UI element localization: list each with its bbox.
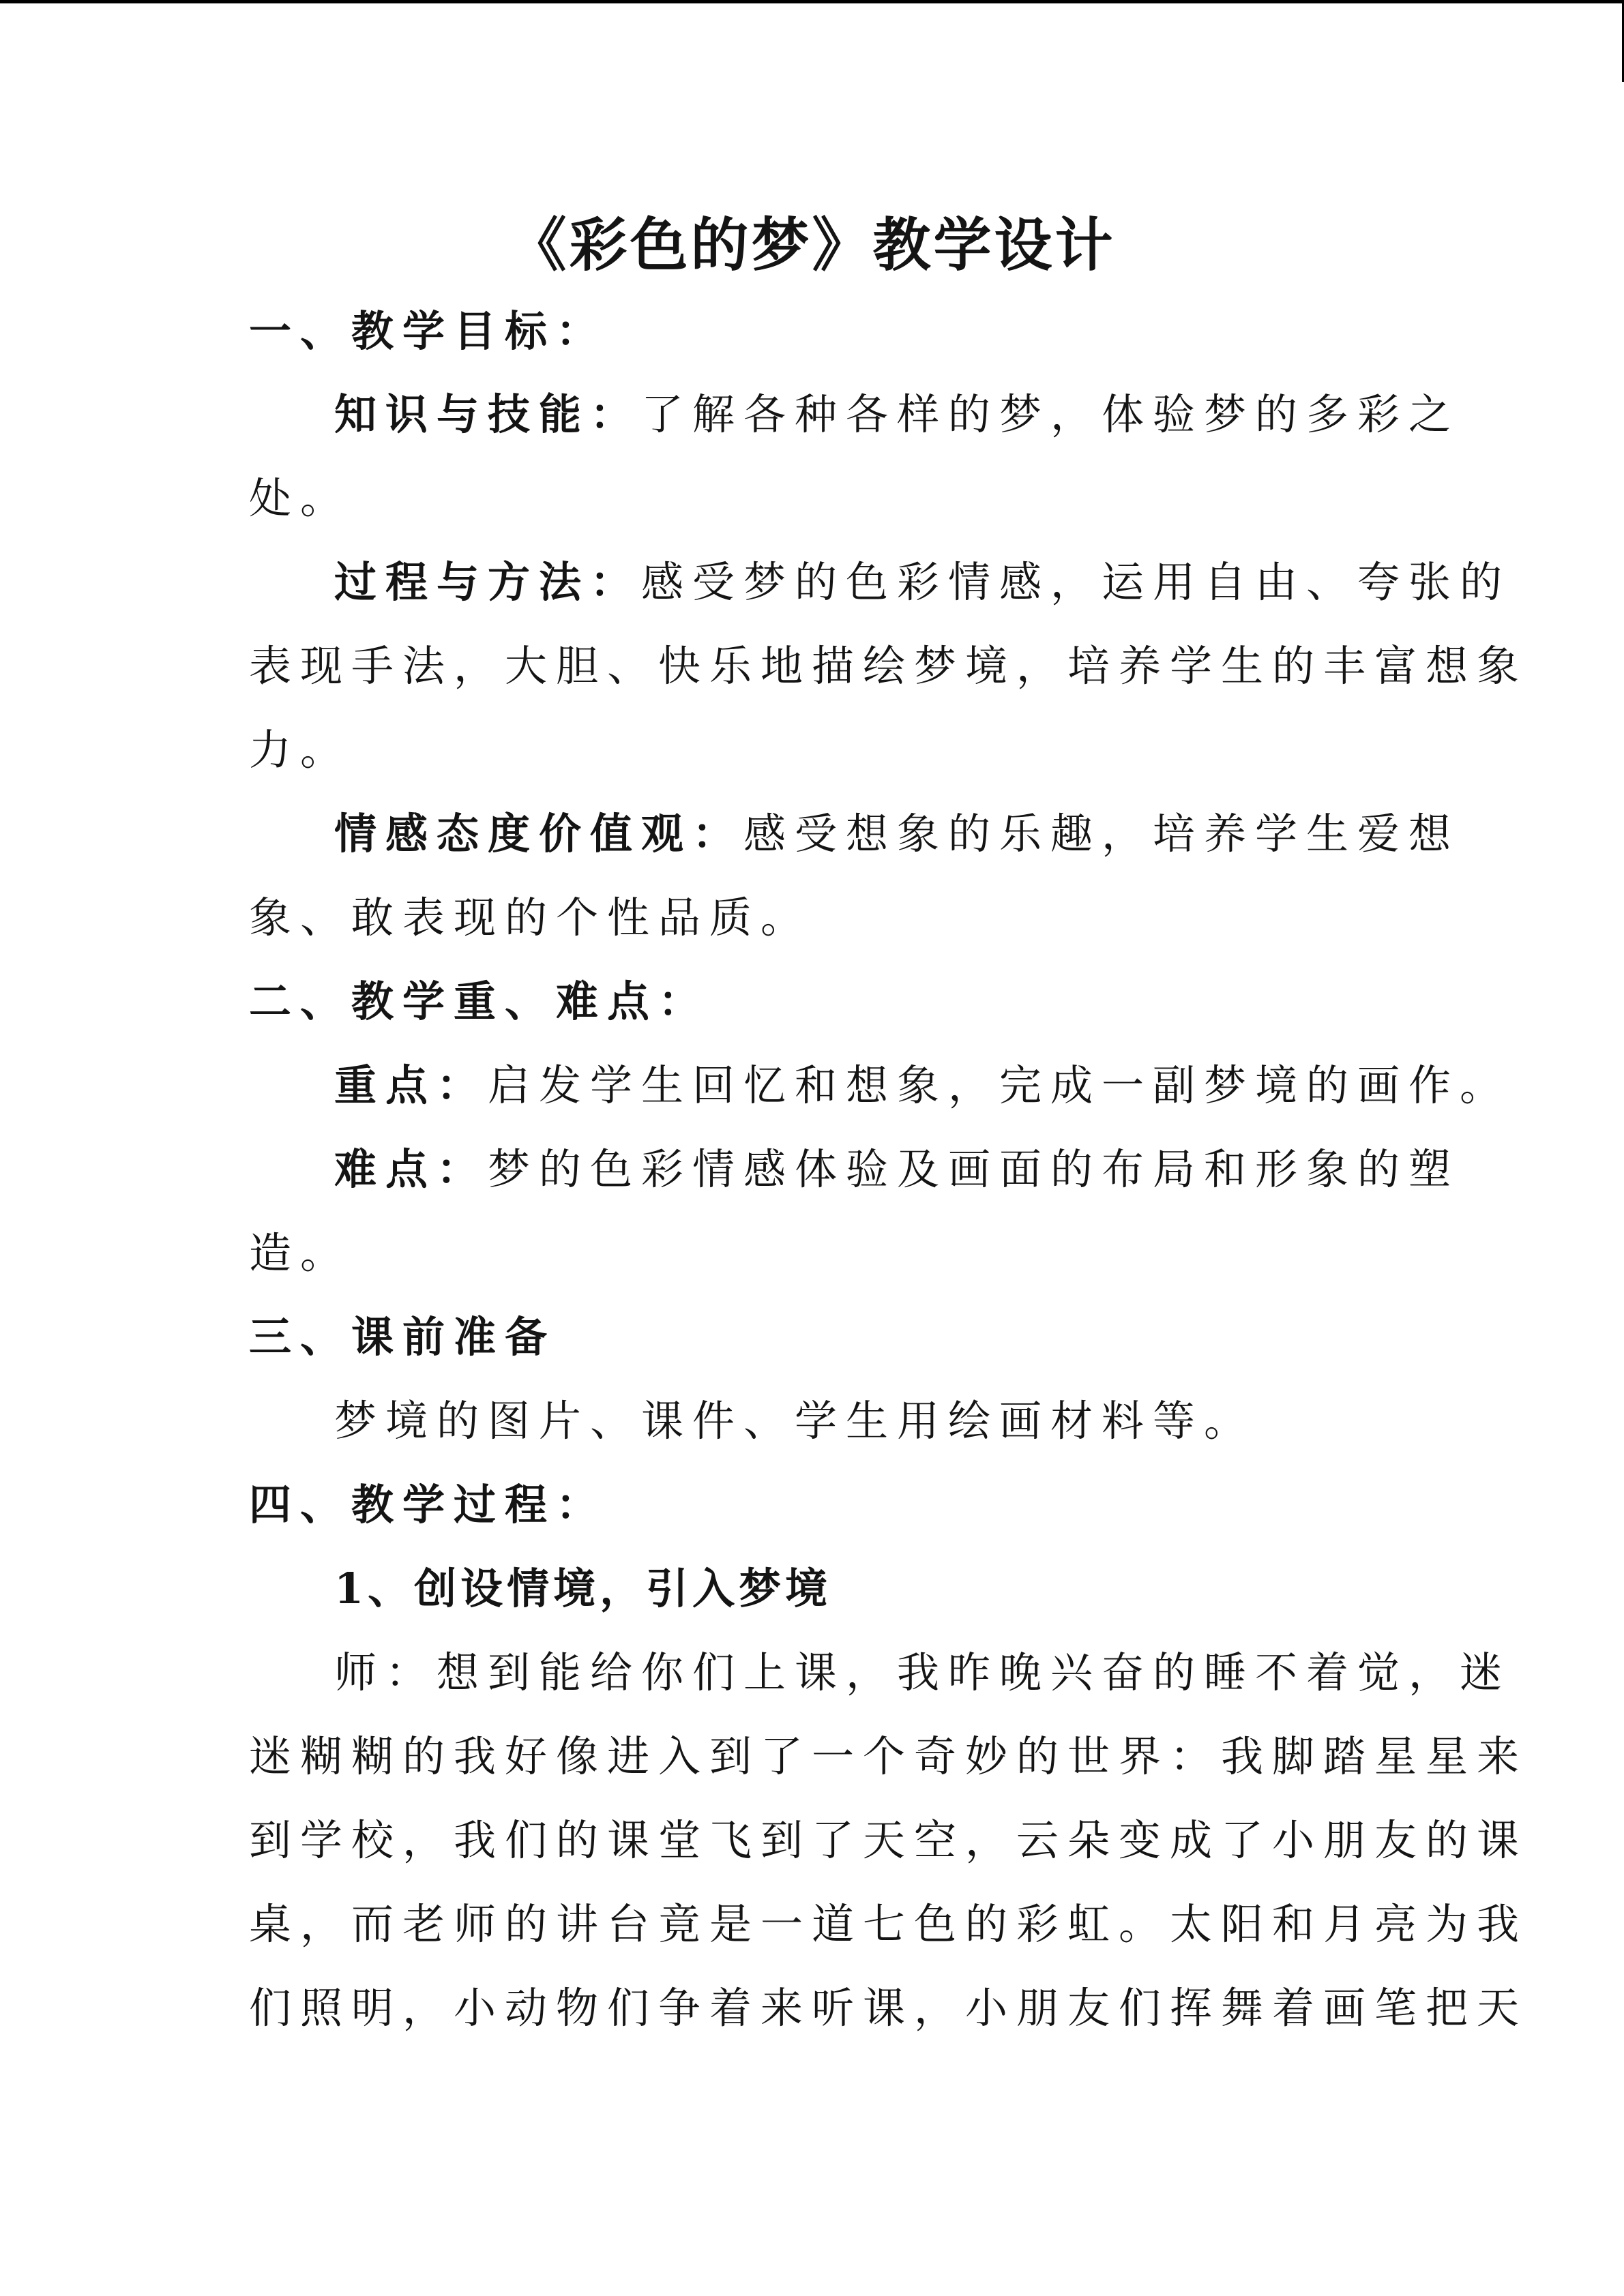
text-line: 梦的色彩情感体验及画面的布局和形象的塑 — [488, 1144, 1460, 1194]
text-line: 处。 — [249, 473, 352, 523]
document-title: 《彩色的梦》教学设计 — [508, 211, 1116, 280]
section-heading-preparation: 三、课前准备 — [249, 1312, 557, 1362]
text-line: 感受想象的乐趣，培养学生爱想 — [743, 809, 1460, 859]
text-line: 启发学生回忆和想象，完成一副梦境的画作。 — [488, 1060, 1511, 1110]
text-line: 师：想到能给你们上课，我昨晚兴奋的睡不着觉，迷 — [334, 1648, 1511, 1697]
paragraph-process-methods — [334, 557, 1511, 607]
label-difficult-point: 难点： — [334, 1144, 488, 1194]
section-heading-key-points: 二、教学重、难点： — [249, 976, 710, 1026]
paragraph-key-point — [334, 1060, 1511, 1110]
label-emotional-values: 情感态度价值观： — [334, 809, 744, 859]
paragraph-knowledge-skills — [334, 389, 1460, 439]
label-key-point: 重点： — [334, 1060, 488, 1110]
section-heading-process: 四、教学过程： — [249, 1480, 608, 1530]
page-top-border — [0, 0, 1624, 3]
text-line: 表现手法，大胆、快乐地描绘梦境，培养学生的丰富想象 — [249, 641, 1529, 691]
text-line: 迷糊糊的我好像进入到了一个奇妙的世界：我脚踏星星来 — [249, 1731, 1529, 1781]
text-line: 们照明，小动物们争着来听课，小朋友们挥舞着画笔把天 — [249, 1983, 1529, 2033]
paragraph-difficult-point — [334, 1144, 1460, 1194]
text-line: 梦境的图片、课件、学生用绘画材料等。 — [334, 1396, 1256, 1446]
text-line: 造。 — [249, 1228, 352, 1278]
label-process-methods: 过程与方法： — [334, 557, 642, 607]
text-line: 感受梦的色彩情感，运用自由、夸张的 — [641, 557, 1511, 607]
text-line: 了解各种各样的梦，体验梦的多彩之 — [641, 389, 1460, 439]
label-knowledge-skills: 知识与技能： — [334, 389, 642, 439]
text-line: 到学校，我们的课堂飞到了天空，云朵变成了小朋友的课 — [249, 1815, 1529, 1865]
paragraph-emotional-values — [334, 809, 1460, 859]
text-line: 力。 — [249, 725, 352, 775]
text-line: 桌，而老师的讲台竟是一道七色的彩虹。太阳和月亮为我 — [249, 1899, 1529, 1949]
section-heading-objectives: 一、教学目标： — [249, 306, 608, 356]
subheading-step-1: 1、创设情境，引入梦境 — [334, 1564, 832, 1613]
text-line: 象、敢表现的个性品质。 — [249, 893, 812, 942]
